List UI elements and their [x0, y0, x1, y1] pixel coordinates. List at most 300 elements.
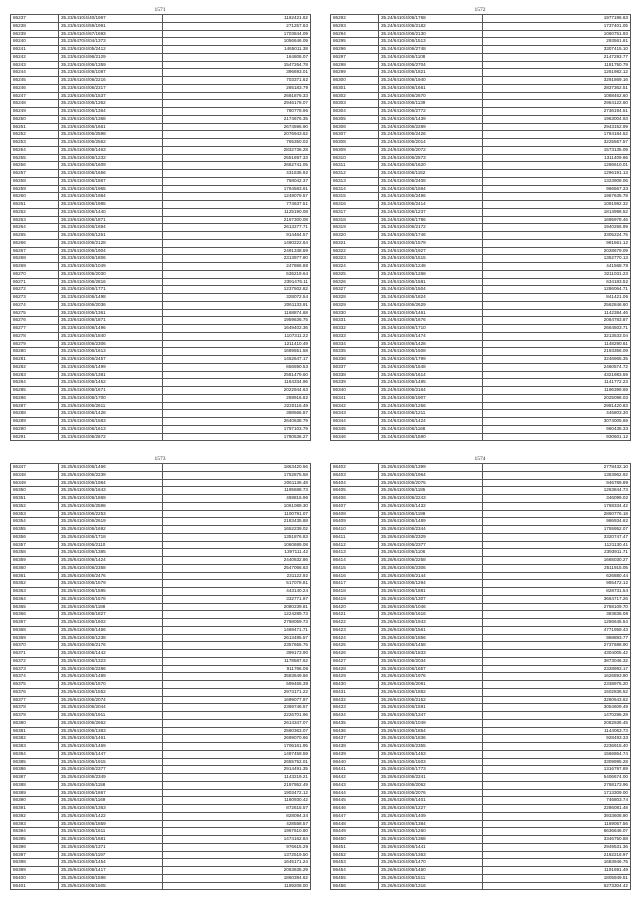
- reference-code-cell: 35.26/6410/4/06/1453: [379, 750, 483, 758]
- record-number-cell: 86276: [11, 317, 59, 325]
- table-row: [11, 526, 311, 534]
- amount-cell: 328072.54: [163, 294, 311, 302]
- record-number-cell: 86431: [331, 688, 379, 696]
- reference-code-cell: 35.24/6410/4/06/1786: [379, 216, 483, 224]
- table-row: [331, 502, 631, 510]
- table-row: [11, 774, 311, 782]
- table-row: [331, 750, 631, 758]
- reference-code-cell: 35.24/6410/4/06/2496: [379, 193, 483, 201]
- table-row: [11, 22, 311, 30]
- amount-cell: 928493.33: [483, 735, 631, 743]
- amount-cell: 2581479.60: [163, 371, 311, 379]
- record-number-cell: 86317: [331, 208, 379, 216]
- table-row: [331, 820, 631, 828]
- record-number-cell: 86436: [331, 727, 379, 735]
- reference-code-cell: 35.26/6410/4/06/2241: [379, 774, 483, 782]
- reference-code-cell: 35.26/6410/4/06/1943: [379, 619, 483, 627]
- reference-code-cell: 35.24/6410/4/06/1907: [379, 394, 483, 402]
- amount-cell: 2788173.96: [483, 781, 631, 789]
- reference-code-cell: 35.25/6410/4/06/1454: [59, 859, 163, 867]
- amount-cell: 2551697.33: [163, 154, 311, 162]
- table-row: [11, 859, 311, 867]
- record-number-cell: 86370: [11, 642, 59, 650]
- reference-code-cell: 35.26/6410/4/06/1470: [379, 859, 483, 867]
- reference-code-cell: 35.25/6410/4/06/2253: [59, 510, 163, 518]
- reference-code-cell: 35.24/6410/4/06/1152: [379, 170, 483, 178]
- record-number-cell: 86372: [11, 657, 59, 665]
- record-number-cell: 86239: [11, 30, 59, 38]
- reference-code-cell: 35.26/6410/4/06/1882: [379, 688, 483, 696]
- reference-code-cell: 35.23/6410/4/06/2562: [59, 139, 163, 147]
- amount-cell: 1470286.28: [483, 712, 631, 720]
- amount-cell: 960435.33: [483, 425, 631, 433]
- table-row: [11, 789, 311, 797]
- amount-cell: 383836.08: [483, 611, 631, 619]
- reference-code-cell: 35.23/6410/4/06/1452: [59, 379, 163, 387]
- table-row: [11, 224, 311, 232]
- reference-code-cell: 35.26/6410/4/06/1881: [379, 588, 483, 596]
- table-row: [11, 84, 311, 92]
- amount-cell: 2440632.86: [163, 557, 311, 565]
- amount-cell: 1296191.13: [483, 170, 631, 178]
- amount-cell: 1181750.79: [483, 61, 631, 69]
- reference-code-cell: 35.23/6410/4/06/1965: [59, 185, 163, 193]
- table-row: [331, 177, 631, 185]
- amount-cell: 968893.77: [483, 634, 631, 642]
- reference-code-cell: 35.25/6410/4/06/1197: [59, 851, 163, 859]
- reference-code-cell: 35.26/6410/4/06/1046: [379, 603, 483, 611]
- amount-cell: 1160930.42: [163, 797, 311, 805]
- table-row: [331, 789, 631, 797]
- table-row: [11, 479, 311, 487]
- reference-code-cell: 35.23/6410/4/06/1700: [59, 394, 163, 402]
- reference-code-cell: 35.23/6410/4/06/1361: [59, 309, 163, 317]
- record-number-cell: 86437: [331, 735, 379, 743]
- record-number-cell: 86294: [331, 30, 379, 38]
- reference-code-cell: 35.23/6410/4/06/2317: [59, 84, 163, 92]
- amount-cell: 626880.44: [483, 572, 631, 580]
- amount-cell: 396693.01: [163, 69, 311, 77]
- table-row: [11, 727, 311, 735]
- record-number-cell: 86408: [331, 510, 379, 518]
- reference-code-cell: 35.25/6410/4/06/1363: [59, 805, 163, 813]
- reference-code-cell: 35.23/6410/4/06/1661: [59, 123, 163, 131]
- amount-cell: 2174676.35: [163, 115, 311, 123]
- amount-cell: 1178587.62: [163, 657, 311, 665]
- record-number-cell: 86428: [331, 665, 379, 673]
- amount-cell: 841421.06: [483, 294, 631, 302]
- reference-code-cell: 35.24/6410/4/06/1614: [379, 371, 483, 379]
- table-row: [11, 46, 311, 54]
- amount-cell: 1863420.56: [163, 464, 311, 472]
- reference-code-cell: 35.25/6410/4/06/1984: [59, 479, 163, 487]
- amount-cell: 3309995.28: [483, 758, 631, 766]
- amount-cell: 3873046.32: [483, 657, 631, 665]
- reference-code-cell: 35.24/6410/4/06/1248: [379, 263, 483, 271]
- record-number-cell: 86277: [11, 325, 59, 333]
- amount-cell: 3260643.62: [483, 696, 631, 704]
- table-row: [331, 719, 631, 727]
- reference-code-cell: 35.23/6410/4/06/1232: [59, 154, 163, 162]
- reference-code-cell: 35.24/6410/4/06/1548: [379, 363, 483, 371]
- table-row: [11, 712, 311, 720]
- table-row: [331, 239, 631, 247]
- amount-cell: 3320747.47: [483, 533, 631, 541]
- reference-code-cell: 35.25/6410/4/06/1611: [59, 828, 163, 836]
- reference-code-cell: 35.24/6410/4/06/1710: [379, 325, 483, 333]
- record-number-cell: 86340: [331, 387, 379, 395]
- amount-cell: 2832736.28: [163, 146, 311, 154]
- amount-cell: 1189208.00: [163, 882, 311, 890]
- amount-cell: 780778.96: [163, 108, 311, 116]
- record-number-cell: 86417: [331, 580, 379, 588]
- record-number-cell: 86354: [11, 518, 59, 526]
- table-row: [331, 255, 631, 263]
- amount-cell: 1352770.13: [483, 255, 631, 263]
- amount-cell: 441568.78: [483, 263, 631, 271]
- record-number-cell: 86400: [11, 874, 59, 882]
- reference-code-cell: 35.25/6410/4/06/1827: [59, 611, 163, 619]
- table-row: [11, 495, 311, 503]
- reference-code-cell: 35.24/6410/4/06/1237: [379, 208, 483, 216]
- table-row: [331, 92, 631, 100]
- reference-code-cell: 35.25/6410/4/06/1466: [59, 464, 163, 472]
- reference-code-cell: 35.26/6410/4/06/1964: [379, 471, 483, 479]
- table-row: [11, 162, 311, 170]
- table-row: [11, 464, 311, 472]
- table-row: [11, 619, 311, 627]
- amount-cell: 346099.02: [483, 495, 631, 503]
- table-row: [331, 387, 631, 395]
- table-row: [331, 46, 631, 54]
- table-row: [11, 270, 311, 278]
- record-number-cell: 86269: [11, 263, 59, 271]
- table-row: [331, 843, 631, 851]
- reference-code-cell: 35.26/6410/4/06/1307: [379, 595, 483, 603]
- record-number-cell: 86452: [331, 851, 379, 859]
- record-number-cell: 86380: [11, 719, 59, 727]
- table-row: [331, 487, 631, 495]
- record-number-cell: 86455: [331, 874, 379, 882]
- table-row: [11, 433, 311, 441]
- table-row: [331, 77, 631, 85]
- amount-cell: 2028679.09: [483, 247, 631, 255]
- reference-code-cell: 35.25/6410/4/06/1643: [59, 487, 163, 495]
- table-row: [331, 727, 631, 735]
- amount-cell: 1061089.30: [163, 502, 311, 510]
- reference-code-cell: 35.24/6410/4/06/1746: [379, 232, 483, 240]
- table-row: [331, 471, 631, 479]
- table-row: [331, 766, 631, 774]
- record-number-cell: 86311: [331, 162, 379, 170]
- amount-cell: 1060689.08: [163, 541, 311, 549]
- table-row: [11, 681, 311, 689]
- record-number-cell: 86361: [11, 572, 59, 580]
- table-row: [331, 657, 631, 665]
- table-row: [331, 619, 631, 627]
- table-row: [11, 232, 311, 240]
- reference-code-cell: 35.26/6410/4/06/1503: [379, 758, 483, 766]
- amount-cell: 1224289.73: [163, 611, 311, 619]
- table-row: [11, 688, 311, 696]
- reference-code-cell: 35.24/6410/4/06/2629: [379, 301, 483, 309]
- record-number-cell: 86282: [11, 363, 59, 371]
- table-row: [11, 836, 311, 844]
- table-row: [331, 418, 631, 426]
- amount-cell: 1091982.32: [483, 201, 631, 209]
- reference-code-cell: 35.26/6410/4/06/1561: [379, 626, 483, 634]
- amount-cell: 1780536.27: [163, 433, 311, 441]
- record-number-cell: 86386: [11, 766, 59, 774]
- record-number-cell: 86284: [11, 379, 59, 387]
- amount-cell: 774637.51: [163, 201, 311, 209]
- table-row: [11, 177, 311, 185]
- record-number-cell: 86355: [11, 526, 59, 534]
- amount-cell: 1372519.50: [163, 851, 311, 859]
- table-row: [11, 665, 311, 673]
- reference-code-cell: 35.25/6410/4/06/1579: [59, 580, 163, 588]
- table-row: [331, 170, 631, 178]
- record-number-cell: 86414: [331, 557, 379, 565]
- amount-cell: 2914491.35: [163, 766, 311, 774]
- page-number: 1572: [474, 7, 486, 13]
- record-number-cell: 86312: [331, 170, 379, 178]
- table-row: [11, 634, 311, 642]
- table-row: [11, 131, 311, 139]
- amount-cell: 2547066.63: [163, 564, 311, 572]
- amount-cell: 1959636.75: [163, 317, 311, 325]
- reference-code-cell: 35.25/6410/4/06/1466: [59, 626, 163, 634]
- reference-code-cell: 35.23/6410/4/06/1496: [59, 325, 163, 333]
- reference-code-cell: 35.26/6410/4/06/1856: [379, 634, 483, 642]
- reference-code-cell: 35.23/6410/4/06/1871: [59, 216, 163, 224]
- amount-cell: 3246965.35: [483, 356, 631, 364]
- record-number-cell: 86388: [11, 781, 59, 789]
- amount-cell: 2080239.81: [163, 603, 311, 611]
- record-number-cell: 86376: [11, 688, 59, 696]
- amount-cell: 3225567.57: [483, 139, 631, 147]
- reference-code-cell: 35.26/6410/4/06/1460: [379, 867, 483, 875]
- amount-cell: 1256645.54: [483, 619, 631, 627]
- amount-cell: 2061136.48: [163, 479, 311, 487]
- reference-code-cell: 35.25/6410/4/06/1417: [59, 867, 163, 875]
- amount-cell: 1502836.52: [483, 688, 631, 696]
- reference-code-cell: 35.23/6410/4/06/1499: [59, 363, 163, 371]
- record-number-cell: 86416: [331, 572, 379, 580]
- record-number-cell: 86244: [11, 69, 59, 77]
- amount-cell: 1764583.61: [163, 185, 311, 193]
- amount-cell: 1142384.46: [483, 309, 631, 317]
- amount-cell: 3211031.23: [483, 270, 631, 278]
- table-row: [331, 317, 631, 325]
- amount-cell: 398566.87: [163, 410, 311, 418]
- record-number-cell: 86325: [331, 270, 379, 278]
- amount-cell: 1148290.61: [483, 340, 631, 348]
- table-row: [331, 146, 631, 154]
- amount-cell: 3583649.66: [163, 673, 311, 681]
- reference-code-cell: 35.24/6410/4/06/1768: [379, 15, 483, 23]
- reference-code-cell: 35.24/6410/4/06/1513: [379, 38, 483, 46]
- amount-cell: 3305224.75: [483, 232, 631, 240]
- record-number-cell: 86264: [11, 224, 59, 232]
- table-row: [331, 247, 631, 255]
- reference-code-cell: 35.25/6410/4/06/1461: [59, 735, 163, 743]
- amount-cell: 1474162.84: [163, 836, 311, 844]
- reference-code-cell: 35.23/6410/4/06/1364: [59, 108, 163, 116]
- amount-cell: 271257.63: [163, 22, 311, 30]
- table-row: [331, 208, 631, 216]
- record-number-cell: 86351: [11, 495, 59, 503]
- amount-cell: 986934.62: [483, 518, 631, 526]
- reference-code-cell: 35.24/6410/4/06/1439: [379, 115, 483, 123]
- record-number-cell: 86328: [331, 294, 379, 302]
- amount-cell: 2946178.07: [163, 100, 311, 108]
- record-number-cell: 86449: [331, 828, 379, 836]
- amount-cell: 1903472.12: [163, 789, 311, 797]
- reference-code-cell: 35.25/6410/4/06/1169: [59, 797, 163, 805]
- amount-cell: 1162421.62: [163, 15, 311, 23]
- reference-code-cell: 35.25/6410/4/06/1915: [59, 758, 163, 766]
- table-row: [331, 263, 631, 271]
- record-number-cell: 86237: [11, 15, 59, 23]
- table-row: [11, 146, 311, 154]
- reference-code-cell: 35.26/6410/4/06/1294: [379, 580, 483, 588]
- amount-cell: 1963004.93: [483, 115, 631, 123]
- page-number: 1574: [474, 456, 486, 462]
- table-row: [11, 201, 311, 209]
- table-row: [331, 286, 631, 294]
- table-row: [331, 363, 631, 371]
- table-row: [11, 657, 311, 665]
- amount-cell: 445803.30: [483, 410, 631, 418]
- reference-code-cell: 35.26/6410/4/06/2344: [379, 526, 483, 534]
- record-number-cell: 86308: [331, 139, 379, 147]
- amount-cell: 1490222.64: [163, 239, 311, 247]
- reference-code-cell: 35.24/6410/4/06/1108: [379, 53, 483, 61]
- record-number-cell: 86407: [331, 502, 379, 510]
- table-row: [331, 301, 631, 309]
- table-row: [331, 812, 631, 820]
- reference-code-cell: 35.25/6410/4/06/1188: [59, 603, 163, 611]
- reference-code-cell: 35.25/6410/4/06/1383: [59, 727, 163, 735]
- reference-code-cell: 35.23/6410/4/06/1985: [59, 201, 163, 209]
- reference-code-cell: 35.24/6410/4/06/1594: [379, 185, 483, 193]
- amount-cell: 2613277.71: [163, 224, 311, 232]
- table-row: [331, 735, 631, 743]
- amount-cell: 828094.34: [163, 812, 311, 820]
- reference-code-cell: 35.23/6410/4/06/1583: [59, 418, 163, 426]
- amount-cell: 981561.12: [483, 239, 631, 247]
- record-number-cell: 86327: [331, 286, 379, 294]
- record-number-cell: 86392: [11, 812, 59, 820]
- amount-cell: 1465011.38: [163, 46, 311, 54]
- record-number-cell: 86410: [331, 526, 379, 534]
- record-number-cell: 86279: [11, 340, 59, 348]
- record-number-cell: 86331: [331, 317, 379, 325]
- reference-code-cell: 35.23/6410/4/06/1381: [59, 371, 163, 379]
- record-number-cell: 86419: [331, 595, 379, 603]
- table-row: [331, 340, 631, 348]
- table-row: [11, 533, 311, 541]
- reference-code-cell: 35.26/6410/4/06/1441: [379, 843, 483, 851]
- amount-cell: 536219.64: [163, 270, 311, 278]
- amount-cell: 4321983.59: [483, 371, 631, 379]
- table-row: [11, 332, 311, 340]
- table-row: [331, 518, 631, 526]
- table-row: [331, 325, 631, 333]
- record-number-cell: 86433: [331, 704, 379, 712]
- amount-cell: 1706161.95: [163, 743, 311, 751]
- table-row: [11, 263, 311, 271]
- table-row: [331, 84, 631, 92]
- reference-code-cell: 35.25/6410/4/06/2662: [59, 719, 163, 727]
- record-number-cell: 86353: [11, 510, 59, 518]
- reference-code-cell: 35.26/6410/4/06/2152: [379, 696, 483, 704]
- reference-code-cell: 35.26/6410/4/06/1199: [379, 510, 483, 518]
- amount-cell: 2220116.49: [163, 402, 311, 410]
- record-number-cell: 86245: [11, 77, 59, 85]
- amount-cell: 2664503.71: [483, 325, 631, 333]
- record-number-cell: 86314: [331, 185, 379, 193]
- table-row: [331, 882, 631, 890]
- reference-code-cell: 35.24/6410/4/06/2704: [379, 61, 483, 69]
- record-number-cell: 86369: [11, 634, 59, 642]
- record-number-cell: 86418: [331, 588, 379, 596]
- record-number-cell: 86401: [11, 882, 59, 890]
- record-number-cell: 86247: [11, 92, 59, 100]
- record-number-cell: 86390: [11, 797, 59, 805]
- amount-cell: 2860776.18: [483, 510, 631, 518]
- reference-code-cell: 35.24/6410/4/06/1940: [379, 77, 483, 85]
- amount-cell: 2338975.20: [483, 681, 631, 689]
- table-row: [11, 301, 311, 309]
- table-row: [331, 874, 631, 882]
- amount-cell: 2391476.11: [163, 278, 311, 286]
- record-number-cell: 86262: [11, 208, 59, 216]
- table-row: [331, 433, 631, 441]
- amount-cell: 1695978.46: [483, 216, 631, 224]
- table-row: [331, 696, 631, 704]
- table-row: [11, 843, 311, 851]
- record-number-cell: 86339: [331, 379, 379, 387]
- table-row: [331, 69, 631, 77]
- reference-code-cell: 35.25/6410/4/06/1578: [59, 595, 163, 603]
- reference-code-cell: 35.23/6410/4/06/1261: [59, 232, 163, 240]
- amount-cell: 1940256.99: [483, 224, 631, 232]
- reference-code-cell: 35.25/6410/4/06/2619: [59, 518, 163, 526]
- record-number-cell: 86260: [11, 193, 59, 201]
- amount-cell: 1768334.42: [483, 502, 631, 510]
- table-row: [11, 317, 311, 325]
- record-number-cell: 86448: [331, 820, 379, 828]
- amount-cell: 1125190.08: [163, 208, 311, 216]
- table-row: [11, 92, 311, 100]
- amount-cell: 703371.62: [163, 77, 311, 85]
- reference-code-cell: 35.23/6410/4/06/1368: [59, 115, 163, 123]
- record-number-cell: 86268: [11, 255, 59, 263]
- record-number-cell: 86346: [331, 433, 379, 441]
- amount-cell: 2147293.77: [483, 53, 631, 61]
- record-number-cell: 86415: [331, 564, 379, 572]
- record-number-cell: 86256: [11, 162, 59, 170]
- reference-code-cell: 35.24/6410/4/06/2072: [379, 146, 483, 154]
- table-row: [331, 758, 631, 766]
- reference-code-cell: 35.23/6410/4/06/1694: [59, 224, 163, 232]
- table-row: [11, 828, 311, 836]
- amount-cell: 1703844.09: [163, 30, 311, 38]
- table-row: [11, 363, 311, 371]
- table-row: [331, 650, 631, 658]
